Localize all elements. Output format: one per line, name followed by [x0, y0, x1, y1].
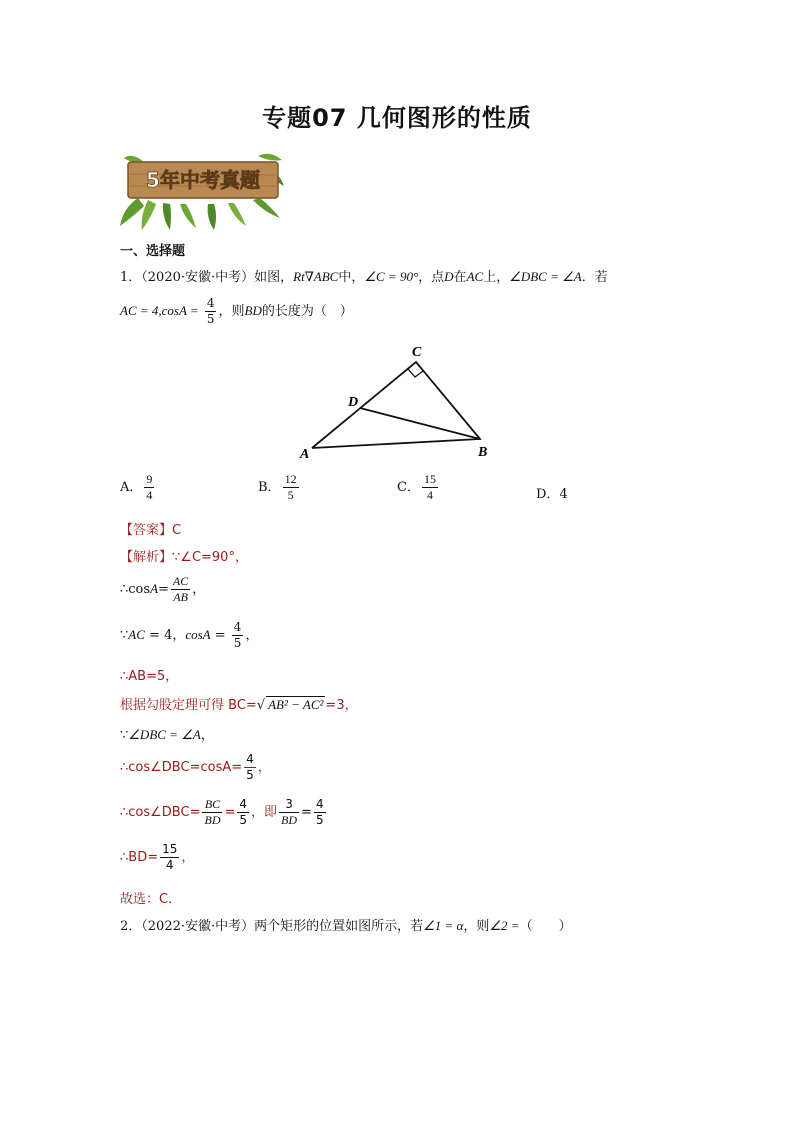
triangle-outline [312, 362, 480, 448]
option-b[interactable]: B． $\frac{12}{5}$ [258, 472, 297, 502]
analysis-line9: ∴BD= $\frac{15}{4}$ ， [120, 842, 195, 872]
fraction: $\frac{4}{5}$ [206, 296, 215, 326]
analysis-line1: 【解析】∵∠C=90°， [120, 550, 248, 565]
section-badge [118, 148, 286, 230]
analysis-line5: 根据勾股定理可得 BC=√ AB² − AC² =3， [120, 697, 358, 713]
page-title: 专题07 几何图形的性质 [262, 104, 532, 132]
label-a: A [300, 447, 310, 462]
label-c: C [412, 345, 422, 360]
analysis-line8: ∴cos∠DBC= $\frac{BC}{BD}$ = $\frac{4}{5}$ ，即 $\frac{3}{BD}$ = $\frac{4}{5}$ [120, 797, 324, 827]
q2-line: 2．（2022·安徽·中考）两个矩形的位置如图所示，若∠1 = α，则∠2 =（ ） [120, 918, 572, 934]
triangle-figure [296, 340, 496, 464]
answer-line: 【答案】C [120, 523, 182, 538]
label-b: B [478, 445, 488, 460]
analysis-conclusion: 故选：C． [120, 892, 182, 907]
analysis-line6: ∵∠DBC = ∠A， [120, 727, 214, 743]
segment-bd [360, 408, 480, 439]
option-c[interactable]: C． $\frac{15}{4}$ [397, 472, 436, 502]
analysis-line7: ∴cos∠DBC=cosA= $\frac{4}{5}$ ， [120, 752, 271, 782]
option-a[interactable]: A． $\frac{9}{4}$ [120, 472, 153, 502]
analysis-line3: ∵AC = 4，cosA = $\frac{4}{5}$ ， [120, 620, 259, 650]
analysis-line4: ∴AB=5， [120, 669, 179, 684]
q1-line1: 1．（2020·安徽·中考）如图，Rt∇ABC中，∠C = 90°，点D在AC上，∠DBC = ∠A．若 [120, 269, 608, 285]
option-d[interactable]: D．4 [536, 487, 568, 502]
label-d: D [348, 395, 359, 410]
badge-text: 5年中考真题 [146, 168, 260, 192]
right-angle-mark [408, 369, 423, 377]
analysis-line2: ∴cosA= $\frac{AC}{AB}$ ， [120, 574, 206, 604]
q1-line2: AC = 4,cosA = $\frac{4}{5}$ ，则BD的长度为（ ） [120, 296, 353, 326]
section-heading: 一、选择题 [120, 244, 186, 259]
